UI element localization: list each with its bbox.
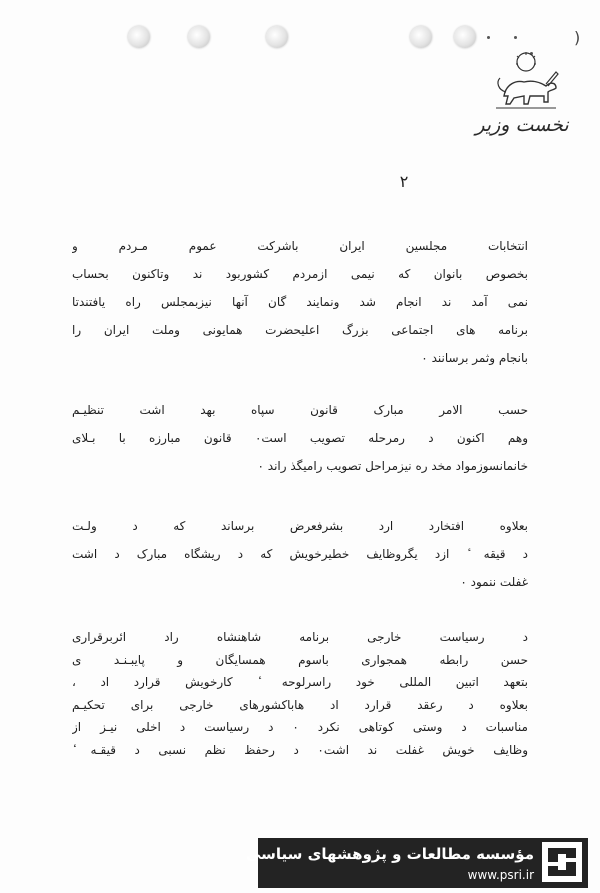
text-line: بعلاوه د رعقد قرارد اد هاباکشورهای خارجی برای تحکیـم <box>72 697 528 712</box>
punch-hole <box>454 26 476 48</box>
watermark-footer <box>245 838 588 888</box>
paragraph-foreign-policy <box>72 626 528 761</box>
text-line: برنامه های اجتماعی بزرگ اعلیحضرت همایونی وملت ایران را <box>72 323 528 337</box>
punch-hole <box>188 26 210 48</box>
paragraph-elections <box>72 232 528 372</box>
text-line: غفلت ننمود ۰ <box>460 575 528 589</box>
text-line: وهم اکنون د رمرحله تصویب است۰ قانون مبارزه با بـلای <box>72 431 528 445</box>
punch-hole <box>266 26 288 48</box>
lion-and-sun-emblem-icon <box>490 52 562 112</box>
text-line: انتخابات مجلسین ایران باشرکت عموم مـردم و <box>72 239 528 253</box>
institute-url: www.psri.ir <box>467 868 534 882</box>
psri-knot-logo-icon <box>542 842 582 882</box>
text-line: خانمانسوزمواد مخد ره نیزمراحل تصویب رامیگذ راند ۰ <box>257 459 528 473</box>
paragraph-duties <box>72 512 528 596</box>
punch-hole <box>128 26 150 48</box>
text-line: مناسبات د وستی کوتاهی نکرد ۰ د رسیاست د اخلی نیـز از <box>72 720 528 734</box>
speck <box>514 36 517 39</box>
text-line: بخصوص بانوان که نیمی ازمردم کشوربود ند وتاکنون بحساب <box>72 267 528 281</box>
text-line: حسن رابطه همجواری باسوم همسایگان و پایبـنـد ی <box>72 652 528 667</box>
text-line: د قیقه ٔ ازد یگروظایف خطیرخویش که د ریشگاه مبارک د اشت <box>72 547 528 561</box>
text-line: د رسیاست خارجی برنامه شاهنشاه راد ائربرقراری <box>72 630 528 644</box>
text-line: وظایف خویش غفلت ند اشت۰ د رحفظ نظم نسبی د قیقـه ٔ <box>72 742 528 757</box>
letterhead-ministry-label: نخست وزیر <box>475 114 569 136</box>
bracket-mark: ) <box>574 28 581 47</box>
paragraph-health-corps <box>72 396 528 480</box>
speck <box>487 36 490 39</box>
text-line: بتعهد اتبین المللی خود راسرلوحه ٔ کارخویش قرارد اد ، <box>72 675 528 689</box>
page-number: ۲ <box>399 172 409 191</box>
text-line: نمی آمد ند انجام شد ونمایند گان آنها نیزبمجلس راه یافتندتا <box>72 295 528 309</box>
text-line: بعلاوه افتخارد ارد بشرفعرض برساند که د ولـت <box>72 519 528 533</box>
institute-name: مؤسسه مطالعات و پژوهشهای سیاسی <box>245 845 534 863</box>
text-line: بانجام وثمر برسانند ۰ <box>421 351 528 365</box>
punch-hole <box>410 26 432 48</box>
text-line: حسب الامر مبارک قانون سپاه بهد اشت تنظیـم <box>72 403 528 417</box>
